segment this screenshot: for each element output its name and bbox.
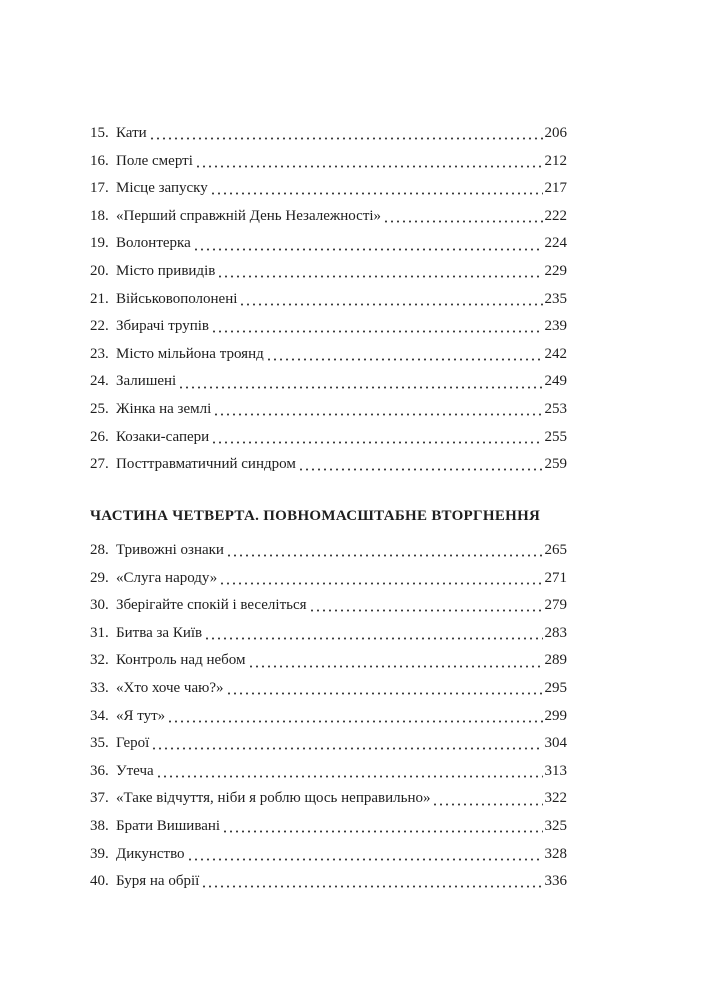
entry-page: 212	[544, 152, 567, 169]
dot-leader	[187, 858, 543, 861]
entry-number: 28.	[90, 542, 109, 558]
entry-title: Волонтерка	[116, 235, 191, 252]
toc-entry	[90, 841, 567, 869]
toc-entry	[90, 175, 567, 203]
entry-number: 21.	[90, 290, 109, 307]
toc-entry	[90, 396, 567, 424]
toc-entry	[90, 730, 567, 758]
entry-number: 39.	[90, 845, 109, 862]
entry-title: «Таке відчуття, ніби я роблю щось неправильно»	[116, 790, 431, 807]
entry-title: «Хто хоче чаю?»	[116, 679, 224, 696]
entry-number: 24.	[90, 373, 109, 390]
dot-leader	[213, 413, 542, 416]
entry-title: Посттравматичний синдром	[116, 456, 296, 473]
toc-entry	[90, 203, 567, 231]
entry-page: 224	[544, 235, 567, 252]
entry-page: 279	[544, 597, 567, 614]
entry-number: 40.	[90, 873, 109, 890]
entry-number: 15.	[90, 125, 109, 141]
entry-page: 206	[544, 125, 567, 141]
entry-number: 29.	[90, 569, 109, 586]
entry-page: 328	[544, 845, 567, 862]
entry-title: «Я тут»	[116, 707, 166, 724]
entry-title: Герої	[116, 735, 150, 752]
entry-title: Утеча	[116, 762, 154, 779]
entry-number: 35.	[90, 735, 109, 752]
entry-page: 229	[544, 262, 567, 279]
dot-leader	[239, 303, 542, 306]
entry-number: 32.	[90, 652, 109, 669]
entry-number: 16.	[90, 152, 109, 169]
dot-leader	[149, 137, 543, 140]
toc-entry	[90, 675, 567, 703]
entry-page: 283	[544, 624, 567, 641]
dot-leader	[266, 358, 543, 361]
dot-leader	[195, 165, 543, 168]
dot-leader	[204, 637, 542, 640]
entry-title: Залишені	[116, 373, 177, 390]
toc-entry	[90, 592, 567, 620]
toc-entry	[90, 758, 567, 786]
toc-entry	[90, 868, 567, 896]
entry-page: 255	[544, 428, 567, 445]
toc-entry	[90, 258, 567, 286]
toc-entry	[90, 368, 567, 396]
entry-title: Козаки-сапери	[116, 428, 210, 445]
entry-title: Поле смерті	[116, 152, 193, 169]
entry-page: 299	[544, 707, 567, 724]
dot-leader	[217, 275, 542, 278]
entry-title: Брати Вишивані	[116, 817, 221, 834]
entry-title: Кати	[116, 125, 147, 141]
toc-entry	[90, 341, 567, 369]
entry-number: 33.	[90, 679, 109, 696]
part-four-heading: ЧАСТИНА ЧЕТВЕРТА. ПОВНОМАСШТАБНЕ ВТОРГНЕННЯ	[90, 508, 541, 524]
entry-title: «Слуга народу»	[116, 569, 218, 586]
entry-title: Контроль над небом	[116, 652, 246, 669]
toc-entry	[90, 451, 567, 479]
dot-leader	[226, 692, 543, 695]
entry-title: Дикунство	[116, 845, 185, 862]
toc-entry	[90, 148, 567, 176]
toc-entry	[90, 565, 567, 593]
toc-part-three-list	[90, 120, 567, 479]
dot-leader	[156, 775, 543, 778]
entry-number: 30.	[90, 597, 109, 614]
toc-entry	[90, 703, 567, 731]
entry-page: 289	[544, 652, 567, 669]
entry-title: Місто мільйона троянд	[116, 345, 264, 362]
entry-number: 17.	[90, 180, 109, 197]
entry-number: 27.	[90, 456, 109, 473]
entry-title: Буря на обрії	[116, 873, 200, 890]
toc-entry	[90, 230, 567, 258]
entry-title: «Перший справжній День Незалежності»	[116, 207, 382, 224]
toc-entry	[90, 785, 567, 813]
entry-page: 259	[544, 456, 567, 473]
entry-page: 217	[544, 180, 567, 197]
toc-entry	[90, 647, 567, 675]
dot-leader	[211, 441, 542, 444]
toc-entry	[90, 286, 567, 314]
entry-page: 313	[544, 762, 567, 779]
toc-entry	[90, 620, 567, 648]
entry-page: 242	[544, 345, 567, 362]
toc-entry	[90, 537, 567, 565]
entry-title: Місто привидів	[116, 262, 216, 279]
dot-leader	[151, 747, 542, 750]
entry-number: 26.	[90, 428, 109, 445]
dot-leader	[309, 609, 543, 612]
entry-number: 37.	[90, 790, 109, 807]
entry-number: 19.	[90, 235, 109, 252]
entry-number: 36.	[90, 762, 109, 779]
entry-number: 34.	[90, 707, 109, 724]
entry-page: 222	[544, 207, 567, 224]
entry-title: Битва за Київ	[116, 624, 203, 641]
entry-page: 253	[544, 400, 567, 417]
toc-entry	[90, 813, 567, 841]
entry-page: 235	[544, 290, 567, 307]
entry-title: Місце запуску	[116, 180, 208, 197]
entry-page: 239	[544, 318, 567, 335]
dot-leader	[248, 665, 543, 668]
entry-number: 22.	[90, 318, 109, 335]
entry-title: Жінка на землі	[116, 400, 212, 417]
entry-page: 271	[544, 569, 567, 586]
entry-number: 31.	[90, 624, 109, 641]
entry-title: Військовополонені	[116, 290, 238, 307]
entry-page: 304	[544, 735, 567, 752]
toc-entry	[90, 424, 567, 452]
entry-page: 249	[544, 373, 567, 390]
dot-leader	[222, 830, 542, 833]
dot-leader	[211, 330, 542, 333]
entry-title: Збирачі трупів	[116, 318, 210, 335]
dot-leader	[201, 885, 542, 888]
dot-leader	[167, 720, 542, 723]
entry-page: 322	[544, 790, 567, 807]
dot-leader	[383, 220, 542, 223]
dot-leader	[178, 386, 542, 389]
entry-page: 336	[544, 873, 567, 890]
dot-leader	[432, 803, 542, 806]
dot-leader	[219, 582, 542, 585]
entry-title: Зберігайте спокій і веселіться	[116, 597, 307, 614]
entry-title: Тривожні ознаки	[116, 542, 224, 558]
entry-number: 20.	[90, 262, 109, 279]
entry-number: 18.	[90, 207, 109, 224]
entry-number: 25.	[90, 400, 109, 417]
dot-leader	[210, 192, 543, 195]
entry-number: 23.	[90, 345, 109, 362]
toc-part-four-list	[90, 537, 567, 896]
dot-leader	[226, 554, 543, 557]
entry-page: 265	[544, 542, 567, 558]
entry-page: 295	[544, 679, 567, 696]
entry-number: 38.	[90, 817, 109, 834]
toc-entry	[90, 313, 567, 341]
toc-entry	[90, 120, 567, 148]
dot-leader	[298, 468, 543, 471]
dot-leader	[193, 248, 543, 251]
entry-page: 325	[544, 817, 567, 834]
